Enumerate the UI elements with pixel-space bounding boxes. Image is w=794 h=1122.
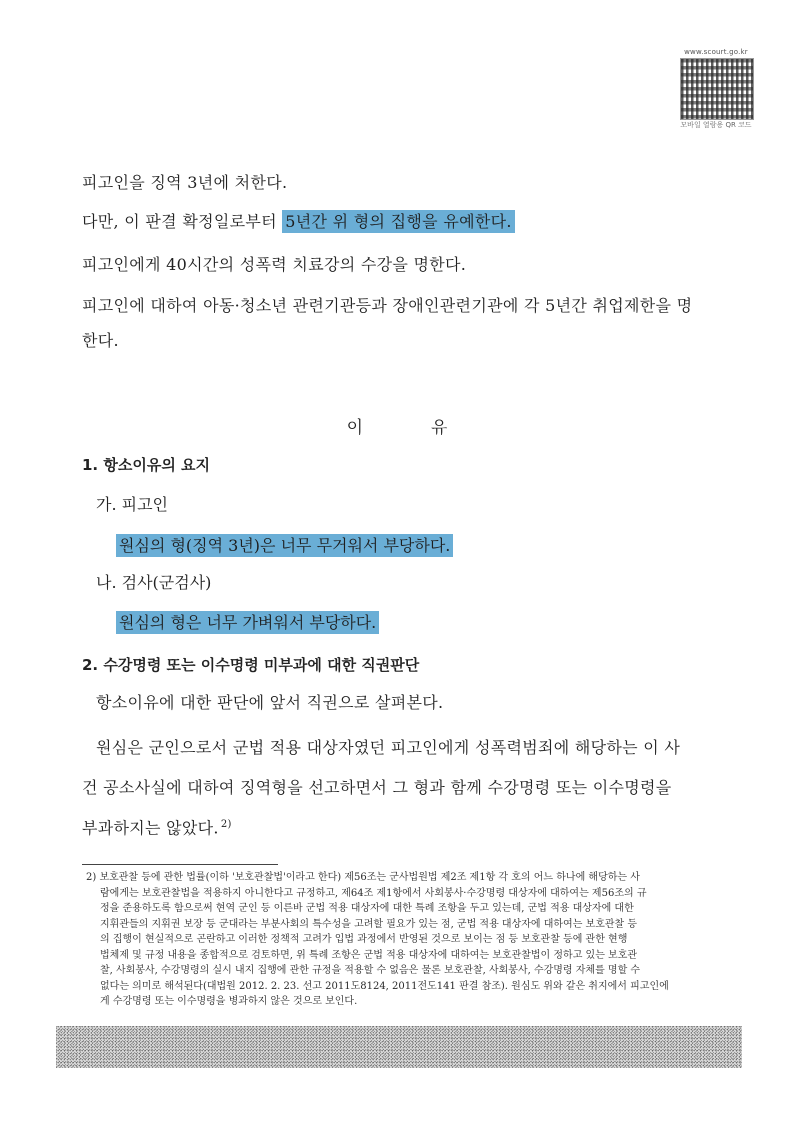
highlight-prosecutor-argument: 원심의 형은 너무 가벼워서 부당하다.: [116, 611, 379, 634]
paragraph-1: 항소이유에 대한 판단에 앞서 직권으로 살펴본다.: [96, 693, 444, 712]
order-line-5: 한다.: [82, 331, 119, 350]
sub-heading-b: 나. 검사(군검사): [96, 573, 212, 592]
order-line-3: 피고인에게 40시간의 성폭력 치료강의 수강을 명한다.: [82, 255, 467, 274]
prosecutor-argument: [116, 612, 379, 634]
order-line-2: [82, 211, 722, 233]
footnote-line: 없다는 의미로 해석된다(대법원 2012. 2. 23. 선고 2011도8124, 2011전도141 판결 참조). 원심도 위와 같은 취지에서 피고인에: [100, 980, 669, 992]
footnote-line: 찰, 사회봉사, 수강명령의 실시 내지 집행에 관한 규정을 적용할 수 없음은 물론 보호관찰, 사회봉사, 수강명령 자체를 명할 수: [100, 965, 641, 976]
footnote-line: 게 수강명령 또는 이수명령을 병과하지 않은 것으로 보인다.: [100, 996, 358, 1007]
footnote-line: 법체제 및 규정 내용을 종합적으로 검토하면, 위 특례 조항은 군법 적용 대상자에 대하여는 보호관찰법이 정하고 있는 보호관: [100, 949, 638, 961]
reasons-title-left: 이: [346, 418, 363, 438]
footnote: [86, 870, 726, 1010]
sub-heading-a: 가. 피고인: [96, 495, 168, 514]
reasons-title: [0, 413, 794, 438]
footnote-line: 의 집행이 현실적으로 곤란하고 이러한 정책적 고려가 입법 과정에서 반영된 것으로 보이는 점 등 보호관찰 등에 관한 현행: [100, 934, 628, 945]
order-line-2-prefix: 다만, 이 판결 확정일로부터: [82, 212, 283, 231]
section-2-heading: 2. 수강명령 또는 이수명령 미부과에 대한 직권판단: [82, 656, 420, 674]
qr-caption: 모바일 열람용 QR 코드: [680, 121, 752, 129]
footnote-reference: 2): [220, 819, 232, 830]
paragraph-2-line-3-text: 부과하지는 않았다.: [82, 818, 219, 838]
paragraph-2-line-3: [82, 814, 722, 839]
highlight-probation: 5년간 위 형의 집행을 유예한다.: [282, 210, 514, 233]
highlight-defendant-argument: 원심의 형(징역 3년)은 너무 무거워서 부당하다.: [116, 534, 453, 557]
footnote-divider: [82, 864, 278, 865]
reasons-title-right: 유: [431, 418, 448, 438]
order-line-4: 피고인에 대하여 아동·청소년 관련기관등과 장애인관련기관에 각 5년간 취업제한을 명: [82, 296, 693, 315]
order-line-1: 피고인을 징역 3년에 처한다.: [82, 173, 288, 192]
qr-code-icon: [680, 58, 754, 120]
footnote-line: 정을 준용하도록 함으로써 현역 군인 등 이른바 군법 적용 대상자에 대한 특례 조항을 두고 있는데, 군법 적용 대상자에 대한: [100, 903, 634, 914]
paragraph-2-line-2: 건 공소사실에 대하여 징역형을 선고하면서 그 형과 함께 수강명령 또는 이수명령을: [82, 778, 672, 797]
defendant-argument: [116, 535, 453, 557]
footnote-line: 람에게는 보호관찰법을 적용하지 아니한다고 규정하고, 제64조 제1항에서 사회봉사·수강명령 대상자에 대하여는 제56조의 규: [100, 887, 647, 899]
footnote-line: 2) 보호관찰 등에 관한 법률(이하 '보호관찰법'이라고 한다) 제56조는 군사법원법 제2조 제1항 각 호의 어느 하나에 해당하는 사: [86, 872, 640, 883]
court-url: www.scourt.go.kr: [684, 48, 748, 56]
paragraph-2-line-1: 원심은 군인으로서 군법 적용 대상자였던 피고인에게 성폭력범죄에 해당하는 이 사: [96, 738, 681, 757]
section-1-heading: 1. 항소이유의 요지: [82, 456, 211, 474]
footnote-line: 지휘관들의 지휘권 보장 등 군대라는 부분사회의 특수성을 고려할 필요가 있는 점, 군법 적용 대상자에 대하여는 보호관찰 등: [100, 918, 638, 930]
redacted-scan-noise: [56, 1026, 742, 1068]
